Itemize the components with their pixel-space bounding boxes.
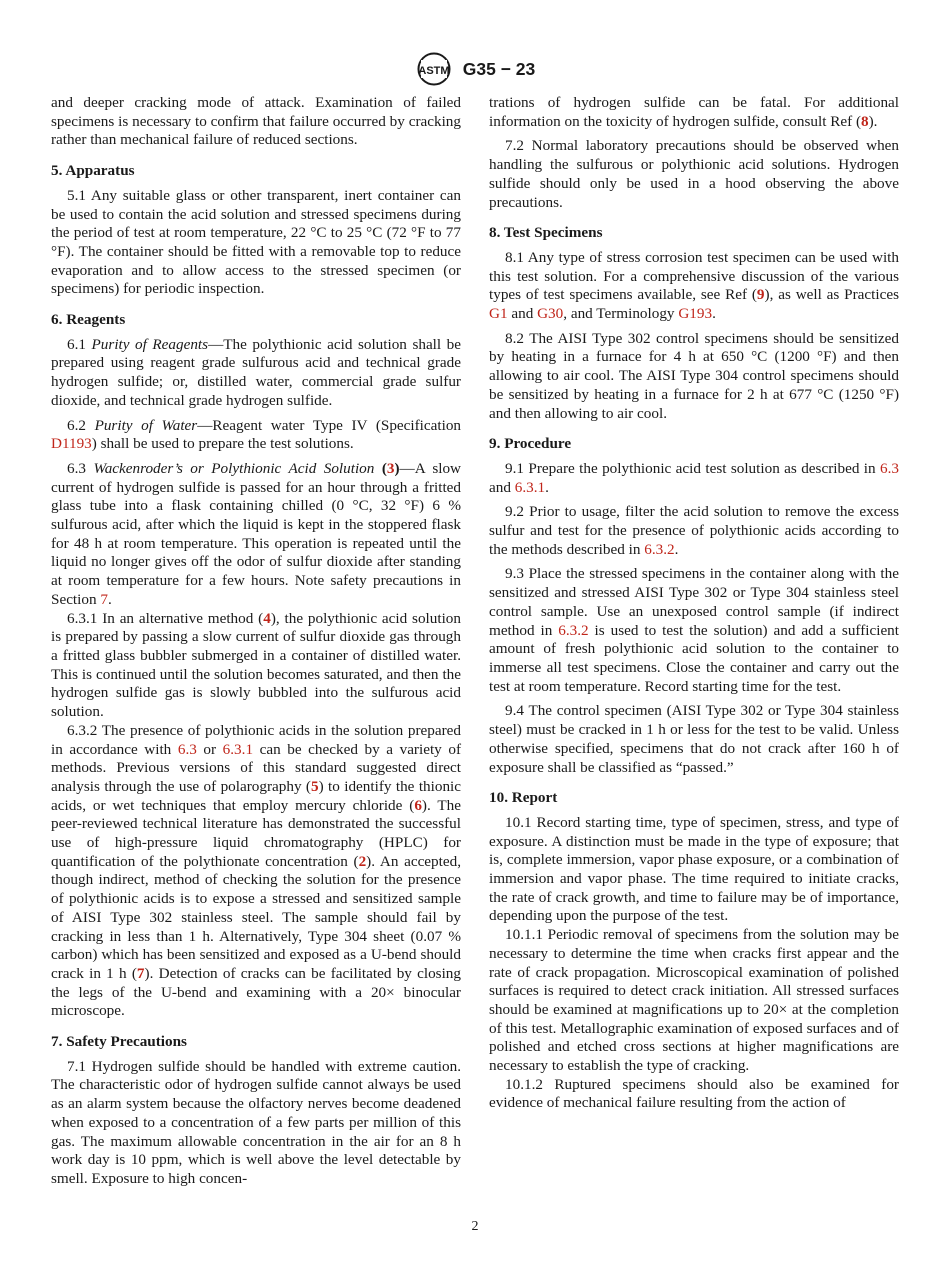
section-5-heading: 5. Apparatus bbox=[51, 162, 135, 180]
ref-link-8[interactable]: 8 bbox=[861, 112, 869, 130]
paragraph-7-1: 7.1 Hydrogen sulfide should be handled with extreme caution. The characteristic odor of hydrogen sulfide cannot always be used as an alarm system because the olfactory nerves become deadened when exposed to a concentration of a few parts per million of this gas. The maximum allowable concentration in the air for an 8 h work day is 10 ppm, which is well above the level detectable by smell. Exposure to high concen- bbox=[51, 1057, 461, 1187]
standard-designation: G35 − 23 bbox=[462, 58, 536, 79]
paragraph-10-1-2: 10.1.2 Ruptured specimens should also be examined for evidence of mechanical failure resulting from the action of bbox=[489, 1075, 899, 1112]
ref-link-9[interactable]: 9 bbox=[756, 286, 765, 304]
paragraph-9-2: 9.2 Prior to usage, filter the acid solution to remove the excess sulfur and test for the presence of polythionic acids according to the methods described in 6.3.2. bbox=[489, 503, 899, 558]
ref-link-3[interactable]: 3 bbox=[386, 459, 395, 477]
section-9-heading: 9. Procedure bbox=[489, 435, 572, 453]
purity-reagents-title: Purity of Reagents bbox=[91, 335, 209, 353]
ref-link-g1[interactable]: G1 bbox=[489, 305, 508, 323]
section-link-6-3-1[interactable]: 6.3.1 bbox=[514, 478, 546, 496]
ref-link-7[interactable]: 7 bbox=[136, 964, 145, 982]
ref-link-6[interactable]: 6 bbox=[414, 796, 422, 814]
ref-link-4[interactable]: 4 bbox=[263, 609, 271, 627]
wackenroder-title: Wackenroder’s or Polythionic Acid Solution bbox=[93, 459, 375, 477]
section-link-6-3[interactable]: 6.3 bbox=[177, 740, 197, 758]
section-8-heading: 8. Test Specimens bbox=[489, 224, 603, 242]
paragraph-9-3: 9.3 Place the stressed specimens in the container along with the sensitized and stressed AISI Type 302 or Type 304 stainless steel control sample. Use an unexposed control sample (if indirect method in 6.3.2 is used to test the solution) and add a sufficient amount of fresh polythionic acid solution to the container to immerse all test specimens. Close the container and carry out the test at room temperature. Record starting time for the test. bbox=[489, 565, 899, 695]
ref-link-g193[interactable]: G193 bbox=[678, 305, 713, 323]
ref-link-g30[interactable]: G30 bbox=[537, 305, 564, 323]
section-link-6-3-2[interactable]: 6.3.2 bbox=[558, 621, 589, 639]
paragraph-6-2: 6.2 Purity of Water—Reagent water Type IV (Specification D1193) shall be used to prepare the test solutions. bbox=[51, 416, 462, 453]
paragraph-5-1: 5.1 Any suitable glass or other transparent, inert container can be used to contain the acid solution and stressed specimens during the period of test at room temperature, 22 °C to 25 °C (72 °F to 77 °F). The container should be fitted with a removable top to reduce evaporation and to allow access to the stressed specimen (or specimens) for periodic inspection. bbox=[51, 186, 461, 298]
section-link-6-3-1[interactable]: 6.3.1 bbox=[222, 740, 254, 758]
section-6-heading: 6. Reagents bbox=[51, 311, 126, 329]
paragraph-7-1-continued: trations of hydrogen sulfide can be fatal. For additional information on the toxicity of hydrogen sulfide, consult Ref (8). bbox=[489, 94, 899, 130]
paragraph-9-4: 9.4 The control specimen (AISI Type 302 or Type 304 stainless steel) must be cracked in 1 h or less for the test to be valid. Unless otherwise specified, specimens that do not crack after 160 h of exposure shall be classified as “passed.” bbox=[489, 702, 899, 776]
purity-water-title: Purity of Water bbox=[94, 416, 198, 434]
section-link-6-3[interactable]: 6.3 bbox=[880, 459, 899, 477]
ref-link-5[interactable]: 5 bbox=[311, 777, 319, 795]
paragraph-8-2: 8.2 The AISI Type 302 control specimens should be sensitized by heating in a furnace for 4 h at 650 °C (1200 °F) and then allowing to air cool. The AISI Type 304 control specimens should be sensitized by heating in a furnace for 2 h at 677 °C (1250 °F) and then allowing to air cool. bbox=[489, 329, 899, 422]
paragraph-6-3-2: 6.3.2 The presence of polythionic acids in the solution prepared in accordance with 6.3 or 6.3.1 can be checked by a variety of methods. Previous versions of this standard suggested direct analysis through the use of polarography (5) to identify the thionic acids, or wet techniques that employ mercury chloride (6). The peer-reviewed technical literature has demonstrated the successful use of high-pressure liquid chromatography (HPLC) for quantification of the polythionate concentration (2). An accepted, though indirect, method of checking the solution for the presence of polythionic acids is to expose a stressed and sensitized sample of AISI Type 302 stainless steel. The sample should fail by cracking in less than 1 h. Alternatively, Type 304 sheet (0.07 % carbon) which has been sensitized and exposed as a U-bend should crack in 1 h (7). Detection of cracks can be facilitated by closing the legs of the U-bend and examining with a 20× binocular microscope. bbox=[51, 721, 461, 1020]
intro-paragraph: and deeper cracking mode of attack. Examination of failed specimens is necessary to confirm that failure occurred by cracking rather than mechanical failure of reduced sections. bbox=[51, 94, 461, 149]
paragraph-10-1-1: 10.1.1 Periodic removal of specimens from the solution may be necessary to determine the time when cracks first appear and the rate of crack propagation. Microscopical examination of polished surfaces is required to detect crack initiation. All stressed surfaces should be examined at magnifications up to 20× at the completion of this test. Metallographic examination of exposed surfaces and of polished and etched cross sections at higher magnifications are necessary to establish the type of cracking. bbox=[489, 926, 899, 1075]
section-link-6-3-2[interactable]: 6.3.2 bbox=[644, 540, 675, 558]
astm-logo-icon bbox=[415, 52, 453, 86]
right-column bbox=[489, 94, 899, 1113]
logo-text: ASTM bbox=[418, 65, 450, 77]
page-number: 2 bbox=[471, 1219, 479, 1234]
section-link-7[interactable]: 7 bbox=[100, 590, 108, 608]
paragraph-9-1: 9.1 Prepare the polythionic acid test solution as described in 6.3 and 6.3.1. bbox=[489, 459, 899, 496]
paragraph-10-1: 10.1 Record starting time, type of specimen, stress, and type of exposure. A distinction must be made in the type of exposure; that is, complete immersion, vapor phase exposure, or a combination of immersion and vapor phase. The time required to initiate cracks, the rate of crack growth, and time to failure may be of importance, depending upon the purpose of the test. bbox=[489, 813, 899, 925]
paragraph-8-1: 8.1 Any type of stress corrosion test specimen can be used with this test solution. For a comprehensive discussion of the various types of test specimens available, see Ref (9), as well as Practices G1 and G30, and Terminology G193. bbox=[489, 248, 899, 323]
page-header bbox=[0, 52, 950, 86]
paragraph-6-1: 6.1 Purity of Reagents—The polythionic acid solution shall be prepared using reagent grade sulfurous acid and technical grade hydrogen sulfide; or, distilled water, commercial grade sulfur dioxide, and technical grade hydrogen sulfide. bbox=[51, 335, 461, 409]
left-column bbox=[51, 94, 461, 1195]
ref-link-2[interactable]: 2 bbox=[358, 852, 367, 870]
paragraph-7-2: 7.2 Normal laboratory precautions should be observed when handling the sulfurous or polythionic acid solutions. Hydrogen sulfide should only be used in a hood observing the above precautions. bbox=[489, 137, 899, 211]
paragraph-6-3: 6.3 Wackenroder’s or Polythionic Acid Solution (3)—A slow current of hydrogen sulfide is passed for an hour through a fritted glass tube into a flask containing chilled (0 °C, 32 °F) 6 % sulfurous acid, after which the liquid is kept in the stoppered flask for 48 h at room temperature. This operation is repeated until the liquid no longer gives off the odor of sulfur dioxide after standing at room temperature for a few hours. Note safety precautions in Section 7. bbox=[51, 459, 462, 608]
ref-link-d1193[interactable]: D1193 bbox=[51, 435, 92, 453]
section-7-heading: 7. Safety Precautions bbox=[51, 1033, 187, 1051]
paragraph-6-3-1: 6.3.1 In an alternative method (4), the polythionic acid solution is prepared by passing a slow current of sulfur dioxide gas through a fritted glass bubbler submerged in a container of distilled water. This is continued until the solution becomes saturated, and then the hydrogen sulfide gas is slowly bubbled into the sulfurous acid solution. bbox=[51, 609, 461, 721]
section-10-heading: 10. Report bbox=[489, 789, 558, 807]
